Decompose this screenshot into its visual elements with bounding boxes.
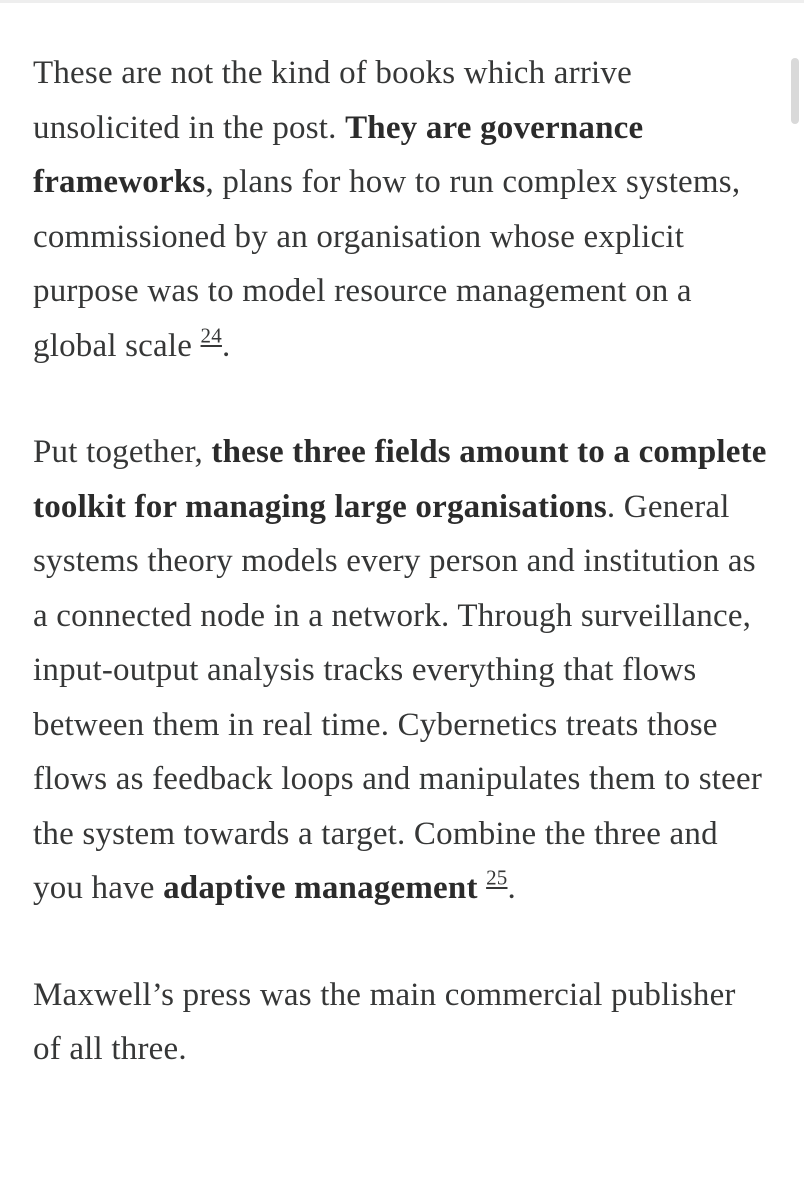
paragraph-text: Maxwell’s press was the main commercial publisher of all three.	[33, 976, 736, 1067]
paragraph-text: .	[221, 327, 231, 364]
paragraph-text: .	[507, 870, 516, 906]
bold-phrase: adaptive management	[163, 870, 478, 906]
bold-phrase: these three fields amount to a complete toolkit for managing large organisations	[33, 434, 767, 525]
article-body	[33, 46, 768, 1129]
paragraph-text	[478, 870, 486, 906]
paragraph-text: , plans for how to run complex systems, commissioned by an organisation whose explicit purpose was to model resource management on a global scale	[33, 164, 741, 364]
bold-phrase: They are governance frameworks	[33, 109, 644, 200]
top-divider	[0, 0, 804, 3]
paragraph-governance-frameworks	[33, 46, 768, 373]
paragraph-text: These are not the kind of books which arrive unsolicited in the post.	[33, 55, 632, 146]
scrollbar-thumb[interactable]	[791, 58, 799, 124]
paragraph-three-fields	[33, 425, 768, 916]
footnote-link-25[interactable]: 25	[486, 865, 508, 890]
paragraph-maxwell-press	[33, 968, 768, 1077]
footnote-link-24[interactable]: 24	[200, 322, 222, 347]
paragraph-text: Put together,	[33, 434, 212, 470]
paragraph-text: . General systems theory models every person and institution as a connected node in a network. Through surveillance, input-output analysis tracks everything that flows between them in real time. Cybernetics treats those flows as feedback loops and manipulates them to steer the system towards a target. Combine the three and you have	[33, 488, 763, 906]
